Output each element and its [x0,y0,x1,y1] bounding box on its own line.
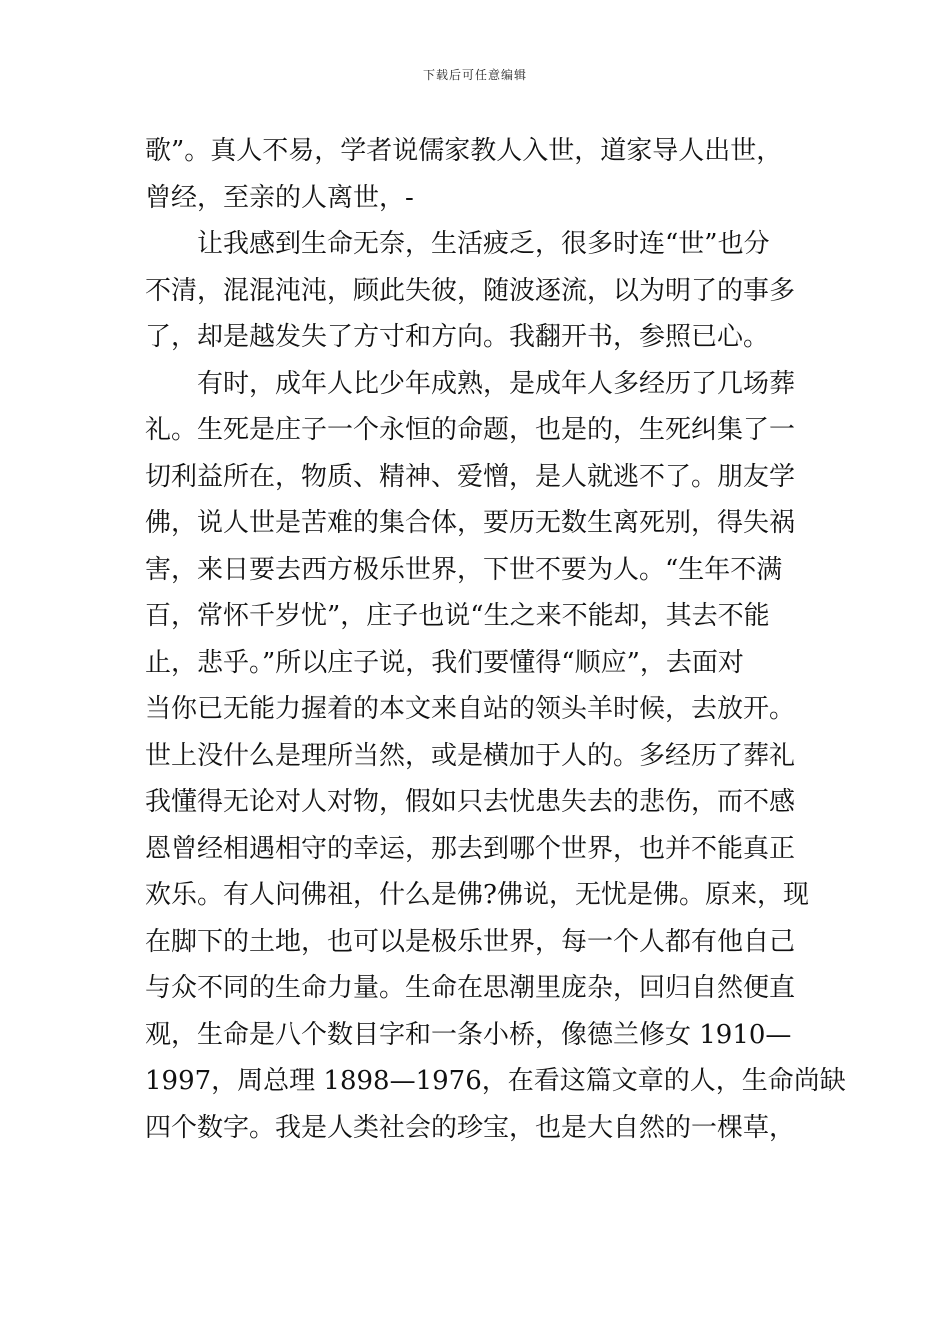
page-header: 下载后可任意编辑 [422,68,527,82]
text-line: 有时，成年人比少年成熟，是成年人多经历了几场葬 [197,368,796,399]
text-line: 当你已无能力握着的本文来自站的领头羊时候，去放开。 [145,694,796,724]
text-line: 佛，说人世是苦难的集合体，要历无数生离死别，得失祸 [145,508,796,538]
text-line: 我懂得无论对人对物，假如只去忧患失去的悲伤，而不感 [145,787,796,817]
text-line: 百，常怀千岁忧”，庄子也说“生之来不能却，其去不能 [145,601,770,631]
text-line: 世上没什么是理所当然，或是横加于人的。多经历了葬礼 [145,740,796,771]
text-line: 了，却是越发失了方寸和方向。我翻开书，参照已心。 [145,322,770,352]
text-line: 1997，周总理 1898—1976，在看这篇文章的人，生命尚缺 [145,1066,846,1096]
text-line: 欢乐。有人问佛祖，什么是佛?佛说，无忧是佛。原来，现 [145,880,809,910]
text-line: 止，悲乎。”所以庄子说，我们要懂得“顺应”，去面对 [145,647,744,678]
text-line: 曾经，至亲的人离世，- [145,182,414,213]
text-line: 观，生命是八个数目字和一条小桥，像德兰修女 1910— [145,1019,792,1050]
text-line: 让我感到生命无奈，生活疲乏，很多时连“世”也分 [197,229,770,259]
text-line: 歌”。真人不易，学者说儒家教人入世，道家导人出世， [145,136,783,166]
text-line: 在脚下的土地，也可以是极乐世界，每一个人都有他自己 [145,926,796,957]
text-line: 害，来日要去西方极乐世界，下世不要为人。“生年不满 [145,554,783,585]
text-line: 与众不同的生命力量。生命在思潮里庞杂，回归自然便直 [145,973,796,1003]
text-line: 恩曾经相遇相守的幸运，那去到哪个世界，也并不能真正 [145,833,796,864]
text-line: 礼。生死是庄子一个永恒的命题，也是的，生死纠集了一 [145,415,796,445]
text-line: 切利益所在，物质、精神、爱憎，是人就逃不了。朋友学 [145,461,796,492]
text-line: 四个数字。我是人类社会的珍宝，也是大自然的一棵草， [145,1112,796,1143]
body-text [145,128,846,1151]
text-line: 不清，混混沌沌，顾此失彼，随波逐流，以为明了的事多 [145,275,796,306]
